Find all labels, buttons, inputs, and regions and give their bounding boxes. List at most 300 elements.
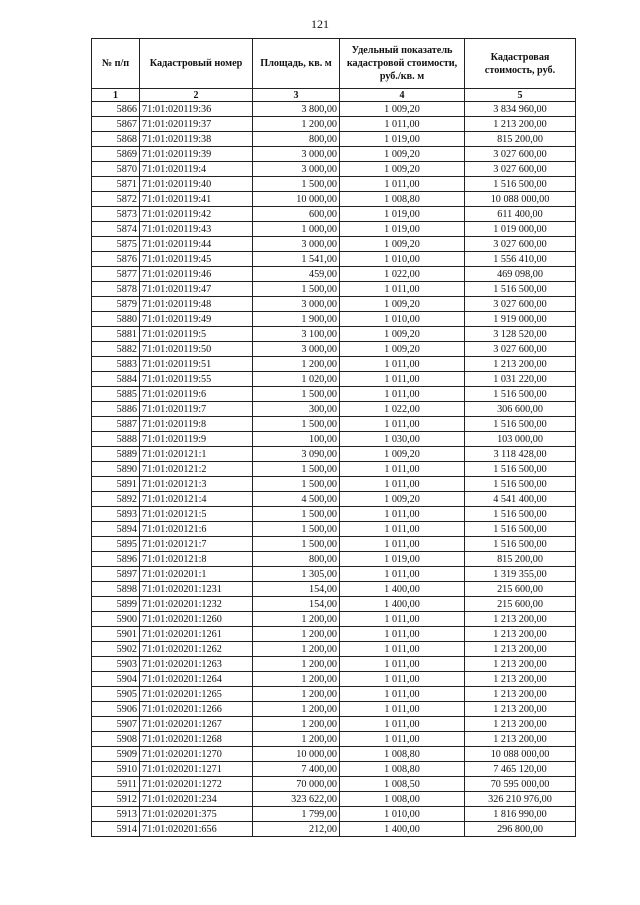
cadastral-value-cell: 1 319 355,00 (465, 567, 576, 582)
area-cell: 1 200,00 (253, 732, 340, 747)
table-row (92, 327, 576, 342)
specific-value-cell: 1 010,00 (340, 312, 465, 327)
cadastral-number-cell: 71:01:020201:1265 (140, 687, 253, 702)
cadastral-number-cell: 71:01:020119:9 (140, 432, 253, 447)
row-number-cell: 5911 (92, 777, 140, 792)
specific-value-cell: 1 009,20 (340, 447, 465, 462)
specific-value-cell: 1 011,00 (340, 417, 465, 432)
specific-value-cell: 1 011,00 (340, 462, 465, 477)
area-cell: 1 900,00 (253, 312, 340, 327)
cadastral-number-cell: 71:01:020119:55 (140, 372, 253, 387)
cadastral-value-table (91, 38, 576, 837)
cadastral-number-cell: 71:01:020119:49 (140, 312, 253, 327)
area-cell: 1 500,00 (253, 417, 340, 432)
row-number-cell: 5893 (92, 507, 140, 522)
cadastral-number-cell: 71:01:020201:375 (140, 807, 253, 822)
row-number-cell: 5914 (92, 822, 140, 837)
specific-value-cell: 1 011,00 (340, 357, 465, 372)
specific-value-cell: 1 019,00 (340, 132, 465, 147)
cadastral-number-cell: 71:01:020119:42 (140, 207, 253, 222)
specific-value-cell: 1 008,00 (340, 792, 465, 807)
area-cell: 600,00 (253, 207, 340, 222)
row-number-cell: 5880 (92, 312, 140, 327)
table-row (92, 237, 576, 252)
cadastral-number-cell: 71:01:020119:8 (140, 417, 253, 432)
cadastral-value-cell: 3 128 520,00 (465, 327, 576, 342)
area-cell: 800,00 (253, 552, 340, 567)
row-number-cell: 5877 (92, 267, 140, 282)
specific-value-cell: 1 019,00 (340, 552, 465, 567)
row-number-cell: 5888 (92, 432, 140, 447)
specific-value-cell: 1 400,00 (340, 597, 465, 612)
row-number-cell: 5897 (92, 567, 140, 582)
specific-value-cell: 1 010,00 (340, 252, 465, 267)
cadastral-number-cell: 71:01:020201:1 (140, 567, 253, 582)
table-row (92, 297, 576, 312)
cadastral-value-cell: 3 118 428,00 (465, 447, 576, 462)
cadastral-number-cell: 71:01:020201:656 (140, 822, 253, 837)
specific-value-cell: 1 008,80 (340, 762, 465, 777)
table-row (92, 582, 576, 597)
cadastral-value-cell: 296 800,00 (465, 822, 576, 837)
specific-value-cell: 1 019,00 (340, 222, 465, 237)
specific-value-cell: 1 011,00 (340, 387, 465, 402)
specific-value-cell: 1 011,00 (340, 117, 465, 132)
cadastral-value-cell: 1 516 500,00 (465, 387, 576, 402)
area-cell: 800,00 (253, 132, 340, 147)
table-row (92, 777, 576, 792)
cadastral-value-cell: 7 465 120,00 (465, 762, 576, 777)
area-cell: 3 000,00 (253, 342, 340, 357)
row-number-cell: 5886 (92, 402, 140, 417)
specific-value-cell: 1 009,20 (340, 342, 465, 357)
row-number-cell: 5902 (92, 642, 140, 657)
cadastral-value-cell: 10 088 000,00 (465, 192, 576, 207)
table-row (92, 177, 576, 192)
cadastral-number-cell: 71:01:020119:40 (140, 177, 253, 192)
row-number-cell: 5869 (92, 147, 140, 162)
cadastral-value-cell: 1 031 220,00 (465, 372, 576, 387)
cadastral-number-cell: 71:01:020201:1260 (140, 612, 253, 627)
cadastral-value-cell: 1 919 000,00 (465, 312, 576, 327)
table-row (92, 657, 576, 672)
specific-value-cell: 1 008,80 (340, 747, 465, 762)
row-number-cell: 5900 (92, 612, 140, 627)
specific-value-cell: 1 011,00 (340, 687, 465, 702)
cadastral-number-cell: 71:01:020121:6 (140, 522, 253, 537)
cadastral-value-cell: 1 516 500,00 (465, 177, 576, 192)
cadastral-number-cell: 71:01:020201:1262 (140, 642, 253, 657)
area-cell: 1 500,00 (253, 177, 340, 192)
specific-value-cell: 1 011,00 (340, 702, 465, 717)
table-row (92, 792, 576, 807)
row-number-cell: 5895 (92, 537, 140, 552)
table-row (92, 687, 576, 702)
specific-value-cell: 1 011,00 (340, 372, 465, 387)
table-row (92, 402, 576, 417)
column-number: 2 (140, 89, 253, 102)
area-cell: 10 000,00 (253, 747, 340, 762)
area-cell: 1 200,00 (253, 642, 340, 657)
cadastral-number-cell: 71:01:020119:37 (140, 117, 253, 132)
cadastral-number-cell: 71:01:020119:39 (140, 147, 253, 162)
cadastral-number-cell: 71:01:020121:2 (140, 462, 253, 477)
cadastral-number-cell: 71:01:020201:1266 (140, 702, 253, 717)
row-number-cell: 5899 (92, 597, 140, 612)
cadastral-value-cell: 1 213 200,00 (465, 717, 576, 732)
area-cell: 1 200,00 (253, 627, 340, 642)
specific-value-cell: 1 009,20 (340, 102, 465, 117)
column-number: 5 (465, 89, 576, 102)
specific-value-cell: 1 009,20 (340, 492, 465, 507)
cadastral-value-cell: 215 600,00 (465, 582, 576, 597)
cadastral-value-cell: 3 027 600,00 (465, 297, 576, 312)
cadastral-value-cell: 1 516 500,00 (465, 507, 576, 522)
table-header-row (92, 39, 576, 89)
specific-value-cell: 1 011,00 (340, 717, 465, 732)
header-number: № п/п (92, 39, 140, 89)
specific-value-cell: 1 011,00 (340, 657, 465, 672)
specific-value-cell: 1 011,00 (340, 282, 465, 297)
row-number-cell: 5876 (92, 252, 140, 267)
cadastral-number-cell: 71:01:020201:1272 (140, 777, 253, 792)
cadastral-number-cell: 71:01:020201:1261 (140, 627, 253, 642)
cadastral-value-cell: 1 516 500,00 (465, 477, 576, 492)
cadastral-value-cell: 469 098,00 (465, 267, 576, 282)
area-cell: 1 500,00 (253, 462, 340, 477)
table-row (92, 207, 576, 222)
cadastral-value-cell: 1 816 990,00 (465, 807, 576, 822)
row-number-cell: 5903 (92, 657, 140, 672)
area-cell: 1 200,00 (253, 687, 340, 702)
cadastral-number-cell: 71:01:020119:38 (140, 132, 253, 147)
cadastral-number-cell: 71:01:020121:7 (140, 537, 253, 552)
row-number-cell: 5883 (92, 357, 140, 372)
area-cell: 1 200,00 (253, 717, 340, 732)
area-cell: 212,00 (253, 822, 340, 837)
area-cell: 3 000,00 (253, 162, 340, 177)
row-number-cell: 5874 (92, 222, 140, 237)
table-row (92, 432, 576, 447)
row-number-cell: 5912 (92, 792, 140, 807)
table-row (92, 597, 576, 612)
table-row (92, 387, 576, 402)
column-number: 1 (92, 89, 140, 102)
cadastral-value-cell: 1 213 200,00 (465, 627, 576, 642)
cadastral-number-cell: 71:01:020119:6 (140, 387, 253, 402)
cadastral-number-cell: 71:01:020119:41 (140, 192, 253, 207)
row-number-cell: 5872 (92, 192, 140, 207)
area-cell: 1 200,00 (253, 702, 340, 717)
table-row (92, 102, 576, 117)
table-row (92, 342, 576, 357)
row-number-cell: 5901 (92, 627, 140, 642)
cadastral-number-cell: 71:01:020119:43 (140, 222, 253, 237)
column-number: 3 (253, 89, 340, 102)
row-number-cell: 5867 (92, 117, 140, 132)
specific-value-cell: 1 019,00 (340, 207, 465, 222)
header-specific-value: Удельный показатель кадастровой стоимости, руб./кв. м (340, 39, 465, 89)
cadastral-value-cell: 1 019 000,00 (465, 222, 576, 237)
area-cell: 1 200,00 (253, 117, 340, 132)
cadastral-value-cell: 3 027 600,00 (465, 237, 576, 252)
row-number-cell: 5879 (92, 297, 140, 312)
cadastral-number-cell: 71:01:020201:1232 (140, 597, 253, 612)
cadastral-number-cell: 71:01:020119:7 (140, 402, 253, 417)
table-row (92, 192, 576, 207)
specific-value-cell: 1 011,00 (340, 567, 465, 582)
row-number-cell: 5898 (92, 582, 140, 597)
cadastral-value-cell: 326 210 976,00 (465, 792, 576, 807)
cadastral-number-cell: 71:01:020119:47 (140, 282, 253, 297)
area-cell: 300,00 (253, 402, 340, 417)
table-row (92, 807, 576, 822)
area-cell: 1 200,00 (253, 657, 340, 672)
table-row (92, 627, 576, 642)
cadastral-value-cell: 306 600,00 (465, 402, 576, 417)
cadastral-value-cell: 1 516 500,00 (465, 282, 576, 297)
cadastral-number-cell: 71:01:020201:1264 (140, 672, 253, 687)
cadastral-value-cell: 4 541 400,00 (465, 492, 576, 507)
table-row (92, 372, 576, 387)
cadastral-number-cell: 71:01:020119:36 (140, 102, 253, 117)
area-cell: 1 200,00 (253, 612, 340, 627)
cadastral-value-cell: 1 213 200,00 (465, 702, 576, 717)
specific-value-cell: 1 011,00 (340, 627, 465, 642)
row-number-cell: 5878 (92, 282, 140, 297)
row-number-cell: 5894 (92, 522, 140, 537)
specific-value-cell: 1 011,00 (340, 507, 465, 522)
row-number-cell: 5904 (92, 672, 140, 687)
specific-value-cell: 1 009,20 (340, 237, 465, 252)
row-number-cell: 5909 (92, 747, 140, 762)
cadastral-value-cell: 1 213 200,00 (465, 732, 576, 747)
specific-value-cell: 1 011,00 (340, 612, 465, 627)
row-number-cell: 5866 (92, 102, 140, 117)
area-cell: 3 800,00 (253, 102, 340, 117)
cadastral-number-cell: 71:01:020119:50 (140, 342, 253, 357)
cadastral-number-cell: 71:01:020119:5 (140, 327, 253, 342)
table-row (92, 822, 576, 837)
area-cell: 459,00 (253, 267, 340, 282)
row-number-cell: 5892 (92, 492, 140, 507)
cadastral-value-cell: 215 600,00 (465, 597, 576, 612)
cadastral-value-cell: 3 027 600,00 (465, 162, 576, 177)
area-cell: 1 000,00 (253, 222, 340, 237)
cadastral-value-cell: 1 213 200,00 (465, 657, 576, 672)
cadastral-value-cell: 1 213 200,00 (465, 672, 576, 687)
cadastral-number-cell: 71:01:020119:4 (140, 162, 253, 177)
cadastral-number-cell: 71:01:020201:1270 (140, 747, 253, 762)
cadastral-number-cell: 71:01:020121:8 (140, 552, 253, 567)
cadastral-value-cell: 1 516 500,00 (465, 417, 576, 432)
cadastral-value-cell: 10 088 000,00 (465, 747, 576, 762)
specific-value-cell: 1 009,20 (340, 147, 465, 162)
cadastral-value-cell: 1 516 500,00 (465, 522, 576, 537)
cadastral-value-cell: 815 200,00 (465, 132, 576, 147)
specific-value-cell: 1 011,00 (340, 477, 465, 492)
cadastral-value-cell: 3 834 960,00 (465, 102, 576, 117)
cadastral-value-cell: 611 400,00 (465, 207, 576, 222)
cadastral-number-cell: 71:01:020119:46 (140, 267, 253, 282)
specific-value-cell: 1 022,00 (340, 267, 465, 282)
cadastral-value-cell: 1 213 200,00 (465, 357, 576, 372)
area-cell: 1 020,00 (253, 372, 340, 387)
area-cell: 3 000,00 (253, 147, 340, 162)
area-cell: 3 000,00 (253, 297, 340, 312)
cadastral-value-cell: 815 200,00 (465, 552, 576, 567)
row-number-cell: 5870 (92, 162, 140, 177)
cadastral-number-cell: 71:01:020201:234 (140, 792, 253, 807)
row-number-cell: 5910 (92, 762, 140, 777)
table-row (92, 552, 576, 567)
row-number-cell: 5875 (92, 237, 140, 252)
cadastral-value-cell: 1 516 500,00 (465, 537, 576, 552)
table-row (92, 147, 576, 162)
area-cell: 100,00 (253, 432, 340, 447)
area-cell: 1 500,00 (253, 282, 340, 297)
header-area: Площадь, кв. м (253, 39, 340, 89)
cadastral-number-cell: 71:01:020119:51 (140, 357, 253, 372)
table-row (92, 717, 576, 732)
specific-value-cell: 1 011,00 (340, 522, 465, 537)
table-row (92, 132, 576, 147)
cadastral-number-cell: 71:01:020121:4 (140, 492, 253, 507)
specific-value-cell: 1 010,00 (340, 807, 465, 822)
cadastral-number-cell: 71:01:020201:1271 (140, 762, 253, 777)
cadastral-number-cell: 71:01:020121:1 (140, 447, 253, 462)
table-row (92, 492, 576, 507)
cadastral-value-cell: 70 595 000,00 (465, 777, 576, 792)
table-row (92, 507, 576, 522)
table-row (92, 162, 576, 177)
table-row (92, 537, 576, 552)
table-row (92, 312, 576, 327)
area-cell: 10 000,00 (253, 192, 340, 207)
cadastral-number-cell: 71:01:020119:45 (140, 252, 253, 267)
page-number: 121 (311, 17, 329, 31)
table-row (92, 702, 576, 717)
row-number-cell: 5882 (92, 342, 140, 357)
area-cell: 154,00 (253, 597, 340, 612)
area-cell: 7 400,00 (253, 762, 340, 777)
column-number: 4 (340, 89, 465, 102)
specific-value-cell: 1 011,00 (340, 537, 465, 552)
cadastral-value-cell: 1 516 500,00 (465, 462, 576, 477)
header-cadastral-number: Кадастровый номер (140, 39, 253, 89)
area-cell: 1 500,00 (253, 537, 340, 552)
table-body (92, 102, 576, 837)
row-number-cell: 5907 (92, 717, 140, 732)
row-number-cell: 5890 (92, 462, 140, 477)
column-number-row (92, 89, 576, 102)
area-cell: 154,00 (253, 582, 340, 597)
cadastral-number-cell: 71:01:020201:1268 (140, 732, 253, 747)
area-cell: 3 090,00 (253, 447, 340, 462)
table-row (92, 567, 576, 582)
specific-value-cell: 1 008,80 (340, 192, 465, 207)
table-row (92, 612, 576, 627)
specific-value-cell: 1 030,00 (340, 432, 465, 447)
table-row (92, 222, 576, 237)
area-cell: 3 000,00 (253, 237, 340, 252)
specific-value-cell: 1 400,00 (340, 582, 465, 597)
cadastral-number-cell: 71:01:020201:1231 (140, 582, 253, 597)
table-row (92, 267, 576, 282)
table-row (92, 477, 576, 492)
specific-value-cell: 1 011,00 (340, 672, 465, 687)
specific-value-cell: 1 008,50 (340, 777, 465, 792)
row-number-cell: 5868 (92, 132, 140, 147)
row-number-cell: 5896 (92, 552, 140, 567)
table-row (92, 357, 576, 372)
area-cell: 1 500,00 (253, 522, 340, 537)
area-cell: 1 200,00 (253, 672, 340, 687)
table-row (92, 117, 576, 132)
specific-value-cell: 1 009,20 (340, 162, 465, 177)
specific-value-cell: 1 009,20 (340, 327, 465, 342)
specific-value-cell: 1 022,00 (340, 402, 465, 417)
area-cell: 323 622,00 (253, 792, 340, 807)
area-cell: 4 500,00 (253, 492, 340, 507)
table-row (92, 522, 576, 537)
specific-value-cell: 1 009,20 (340, 297, 465, 312)
area-cell: 3 100,00 (253, 327, 340, 342)
specific-value-cell: 1 011,00 (340, 642, 465, 657)
area-cell: 1 200,00 (253, 357, 340, 372)
table-row (92, 732, 576, 747)
table-row (92, 462, 576, 477)
area-cell: 1 541,00 (253, 252, 340, 267)
row-number-cell: 5891 (92, 477, 140, 492)
cadastral-value-cell: 1 213 200,00 (465, 612, 576, 627)
cadastral-value-cell: 103 000,00 (465, 432, 576, 447)
row-number-cell: 5887 (92, 417, 140, 432)
table-row (92, 417, 576, 432)
cadastral-number-cell: 71:01:020121:3 (140, 477, 253, 492)
row-number-cell: 5913 (92, 807, 140, 822)
cadastral-number-cell: 71:01:020201:1267 (140, 717, 253, 732)
cadastral-value-cell: 3 027 600,00 (465, 342, 576, 357)
cadastral-number-cell: 71:01:020201:1263 (140, 657, 253, 672)
area-cell: 1 500,00 (253, 477, 340, 492)
area-cell: 1 500,00 (253, 507, 340, 522)
table-row (92, 642, 576, 657)
cadastral-value-cell: 1 213 200,00 (465, 687, 576, 702)
cadastral-value-cell: 1 213 200,00 (465, 642, 576, 657)
cadastral-number-cell: 71:01:020119:44 (140, 237, 253, 252)
header-cadastral-value: Кадастровая стоимость, руб. (465, 39, 576, 89)
cadastral-number-cell: 71:01:020119:48 (140, 297, 253, 312)
row-number-cell: 5873 (92, 207, 140, 222)
cadastral-value-cell: 1 213 200,00 (465, 117, 576, 132)
area-cell: 1 500,00 (253, 387, 340, 402)
row-number-cell: 5906 (92, 702, 140, 717)
specific-value-cell: 1 011,00 (340, 732, 465, 747)
table-row (92, 762, 576, 777)
area-cell: 1 305,00 (253, 567, 340, 582)
specific-value-cell: 1 400,00 (340, 822, 465, 837)
cadastral-value-cell: 3 027 600,00 (465, 147, 576, 162)
table-row (92, 447, 576, 462)
area-cell: 70 000,00 (253, 777, 340, 792)
row-number-cell: 5881 (92, 327, 140, 342)
cadastral-value-cell: 1 556 410,00 (465, 252, 576, 267)
cadastral-number-cell: 71:01:020121:5 (140, 507, 253, 522)
row-number-cell: 5871 (92, 177, 140, 192)
row-number-cell: 5908 (92, 732, 140, 747)
area-cell: 1 799,00 (253, 807, 340, 822)
